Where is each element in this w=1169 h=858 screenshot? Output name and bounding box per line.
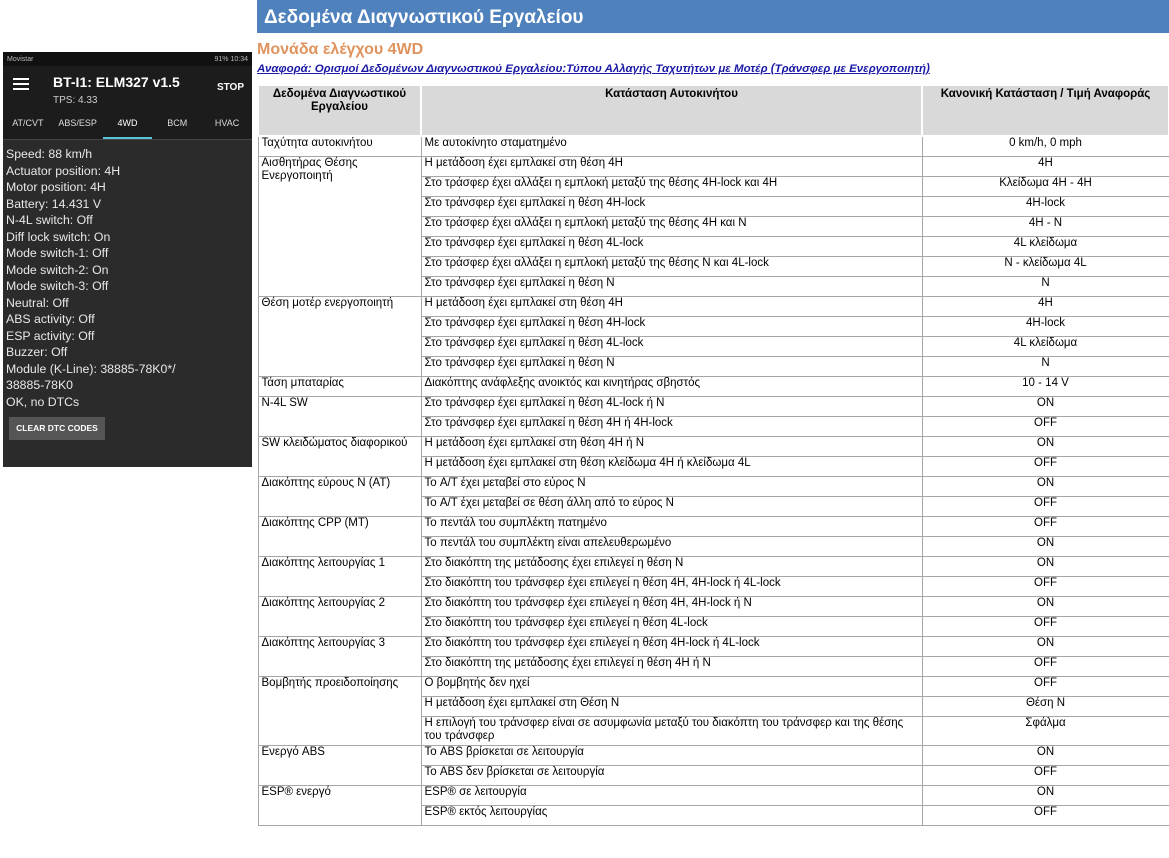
- parameter-name-cell: SW κλειδώματος διαφορικού: [258, 436, 421, 476]
- condition-cell: Στο τράνσφερ έχει εμπλακεί η θέση N: [421, 356, 922, 376]
- reading-item: Speed: 88 km/h: [6, 147, 93, 161]
- condition-cell: Στο τράσφερ έχει αλλάξει η εμπλοκή μεταξύ της θέσης 4H-lock και 4H: [421, 176, 922, 196]
- table-row: [258, 296, 1169, 316]
- condition-cell: Στο τράνσφερ έχει εμπλακεί η θέση 4H ή 4H-lock: [421, 416, 922, 436]
- condition-cell: Το ABS δεν βρίσκεται σε λειτουργία: [421, 765, 922, 785]
- condition-cell: Διακόπτης ανάφλεξης ανοικτός και κινητήρας σβηστός: [421, 376, 922, 396]
- table-row: [258, 516, 1169, 536]
- parameter-name-cell: N-4L SW: [258, 396, 421, 436]
- reference-value-cell: 4H-lock: [922, 196, 1169, 216]
- table-row: [258, 396, 1169, 416]
- parameter-name-cell: ESP® ενεργό: [258, 785, 421, 825]
- app-title: BT-I1: ELM327 v1.5: [53, 74, 180, 90]
- reference-value-cell: 10 - 14 V: [922, 376, 1169, 396]
- condition-cell: Η επιλογή του τράνσφερ είναι σε ασυμφωνία μεταξύ του διακόπτη του τράνσφερ και της θέσης του τράνσφερ: [421, 716, 922, 745]
- condition-cell: Στο διακόπτη του τράνσφερ έχει επιλεγεί η θέση 4H-lock ή 4L-lock: [421, 636, 922, 656]
- tab-bcm[interactable]: BCM: [167, 118, 188, 128]
- reference-value-cell: N: [922, 356, 1169, 376]
- phone-screenshot: [3, 52, 252, 467]
- reference-value-cell: OFF: [922, 765, 1169, 785]
- parameter-name-cell: Βομβητής προειδοποίησης: [258, 676, 421, 745]
- reference-value-cell: Κλείδωμα 4H - 4H: [922, 176, 1169, 196]
- table-row: [258, 676, 1169, 696]
- reference-value-cell: ON: [922, 556, 1169, 576]
- table-row: [258, 476, 1169, 496]
- parameter-name-cell: Ενεργό ABS: [258, 745, 421, 785]
- condition-cell: Η μετάδοση έχει εμπλακεί στη θέση 4H: [421, 156, 922, 176]
- condition-cell: Στο τράνσφερ έχει εμπλακεί η θέση 4L-lock ή N: [421, 396, 922, 416]
- reading-item: Actuator position: 4H: [6, 163, 121, 178]
- reference-value-cell: OFF: [922, 496, 1169, 516]
- condition-cell: Το πεντάλ του συμπλέκτη είναι απελευθερωμένο: [421, 536, 922, 556]
- reference-value-cell: N: [922, 276, 1169, 296]
- reference-value-cell: 4H: [922, 296, 1169, 316]
- reading-item: ABS activity: Off: [6, 312, 95, 326]
- reference-value-cell: ON: [922, 396, 1169, 416]
- reference-value-cell: OFF: [922, 616, 1169, 636]
- condition-cell: Το ABS βρίσκεται σε λειτουργία: [421, 745, 922, 765]
- reference-value-cell: 4H - N: [922, 216, 1169, 236]
- battery-clock-label: 91% 10:34: [214, 55, 248, 63]
- condition-cell: Στο τράσφερ έχει αλλάξει η εμπλοκή μεταξύ της θέσης N και 4L-lock: [421, 256, 922, 276]
- reference-value-cell: OFF: [922, 416, 1169, 436]
- condition-cell: ESP® εκτός λειτουργίας: [421, 805, 922, 825]
- condition-cell: Το A/T έχει μεταβεί σε θέση άλλη από το εύρος N: [421, 496, 922, 516]
- reading-item: OK, no DTCs: [6, 394, 80, 409]
- reading-item: N-4L switch: Off: [6, 213, 93, 227]
- condition-cell: Στο τράνσφερ έχει εμπλακεί η θέση N: [421, 276, 922, 296]
- reference-value-cell: OFF: [922, 576, 1169, 596]
- reading-item: Diff lock switch: On: [6, 229, 111, 244]
- condition-cell: Στο διακόπτη του τράνσφερ έχει επιλεγεί η θέση 4L-lock: [421, 616, 922, 636]
- reading-item: 38885-78K0: [6, 378, 74, 392]
- table-row: [258, 785, 1169, 805]
- parameter-name-cell: Θέση μοτέρ ενεργοποιητή: [258, 296, 421, 376]
- condition-cell: Το πεντάλ του συμπλέκτη πατημένο: [421, 516, 922, 536]
- reference-value-cell: ON: [922, 785, 1169, 805]
- status-bar: [3, 52, 252, 66]
- reference-value-cell: ON: [922, 745, 1169, 765]
- page-subtitle: Μονάδα ελέγχου 4WD: [257, 41, 424, 58]
- table-row: [258, 376, 1169, 396]
- parameter-name-cell: Αισθητήρας Θέσης Ενεργοποιητή: [258, 156, 421, 296]
- reference-value-cell: 4L κλείδωμα: [922, 236, 1169, 256]
- reading-item: Battery: 14.431 V: [6, 196, 102, 211]
- reading-item: Mode switch-1: Off: [6, 246, 109, 260]
- diagnostic-table: [257, 84, 1169, 826]
- table-row: [258, 636, 1169, 656]
- parameter-name-cell: Διακόπτης εύρους N (AT): [258, 476, 421, 516]
- menu-icon[interactable]: [13, 78, 29, 91]
- reference-value-cell: Σφάλμα: [922, 716, 1169, 745]
- reading-item: Module (K-Line): 38885-78K0*/: [6, 361, 176, 376]
- condition-cell: Η μετάδοση έχει εμπλακεί στη Θέση N: [421, 696, 922, 716]
- condition-cell: Η μετάδοση έχει εμπλακεί στη θέση 4H ή N: [421, 436, 922, 456]
- reading-item: Motor position: 4H: [6, 180, 106, 194]
- table-row: [258, 436, 1169, 456]
- tab-bar: [3, 109, 252, 140]
- reference-value-cell: N - κλείδωμα 4L: [922, 256, 1169, 276]
- reference-value-cell: OFF: [922, 805, 1169, 825]
- table-row: [258, 156, 1169, 176]
- condition-cell: Στο διακόπτη της μετάδοσης έχει επιλεγεί η θέση N: [421, 556, 922, 576]
- condition-cell: Στο διακόπτη του τράνσφερ έχει επιλεγεί η θέση 4H, 4H-lock ή 4L-lock: [421, 576, 922, 596]
- reference-value-cell: ON: [922, 476, 1169, 496]
- reference-value-cell: 4H: [922, 156, 1169, 176]
- app-bar: [3, 66, 252, 109]
- condition-cell: Το A/T έχει μεταβεί στο εύρος N: [421, 476, 922, 496]
- condition-cell: ESP® σε λειτουργία: [421, 785, 922, 805]
- condition-cell: Στο διακόπτη της μετάδοσης έχει επιλεγεί η θέση 4H ή N: [421, 656, 922, 676]
- document: [257, 0, 1169, 858]
- tab-abs-esp[interactable]: ABS/ESP: [58, 118, 97, 128]
- tab-4wd[interactable]: 4WD: [103, 109, 153, 139]
- parameter-name-cell: Διακόπτης λειτουργίας 3: [258, 636, 421, 676]
- carrier-label: Movistar: [7, 55, 34, 63]
- condition-cell: Στο τράνσφερ έχει εμπλακεί η θέση 4H-lock: [421, 196, 922, 216]
- reference-value-cell: ON: [922, 536, 1169, 556]
- reference-value-cell: OFF: [922, 516, 1169, 536]
- condition-cell: Με αυτοκίνητο σταματημένο: [421, 136, 922, 156]
- reference-value-cell: ON: [922, 636, 1169, 656]
- tab-hvac[interactable]: HVAC: [214, 118, 240, 128]
- table-row: [258, 596, 1169, 616]
- reference-link[interactable]: Αναφορά: Ορισμοί Δεδομένων Διαγνωστικού Εργαλείου:Τύπου Αλλαγής Ταχυτήτων με Μοτέρ (Τράνσφερ με Ενεργοποιητή): [257, 63, 930, 75]
- parameter-name-cell: Διακόπτης λειτουργίας 1: [258, 556, 421, 596]
- reference-value-cell: ON: [922, 596, 1169, 616]
- parameter-name-cell: Ταχύτητα αυτοκινήτου: [258, 136, 421, 156]
- condition-cell: Στο τράνσφερ έχει εμπλακεί η θέση 4L-lock: [421, 336, 922, 356]
- parameter-name-cell: Διακόπτης λειτουργίας 2: [258, 596, 421, 636]
- reference-value-cell: 4H-lock: [922, 316, 1169, 336]
- clear-dtc-button[interactable]: CLEAR DTC CODES: [9, 417, 105, 440]
- column-header: Κανονική Κατάσταση / Τιμή Αναφοράς: [922, 85, 1169, 136]
- parameter-name-cell: Διακόπτης CPP (MT): [258, 516, 421, 556]
- tab-at-cvt[interactable]: AT/CVT: [12, 118, 44, 128]
- reference-value-cell: OFF: [922, 456, 1169, 476]
- reference-value-cell: OFF: [922, 676, 1169, 696]
- readings-list: [3, 140, 252, 410]
- table-row: [258, 556, 1169, 576]
- reading-item: Mode switch-2: On: [6, 262, 109, 277]
- reference-value-cell: Θέση N: [922, 696, 1169, 716]
- reading-item: Buzzer: Off: [6, 345, 68, 359]
- reading-item: Neutral: Off: [6, 295, 69, 310]
- condition-cell: Ο βομβητής δεν ηχεί: [421, 676, 922, 696]
- reading-item: ESP activity: Off: [6, 328, 95, 343]
- condition-cell: Στο τράνσφερ έχει εμπλακεί η θέση 4L-lock: [421, 236, 922, 256]
- stop-button[interactable]: STOP: [216, 82, 244, 93]
- condition-cell: Η μετάδοση έχει εμπλακεί στη θέση 4H: [421, 296, 922, 316]
- condition-cell: Η μετάδοση έχει εμπλακεί στη θέση κλείδωμα 4H ή κλείδωμα 4L: [421, 456, 922, 476]
- parameter-name-cell: Τάση μπαταρίας: [258, 376, 421, 396]
- table-row: [258, 136, 1169, 156]
- column-header: Κατάσταση Αυτοκινήτου: [421, 85, 922, 136]
- reference-value-cell: ON: [922, 436, 1169, 456]
- reference-value-cell: OFF: [922, 656, 1169, 676]
- table-row: [258, 745, 1169, 765]
- column-header: Δεδομένα Διαγνωστικού Εργαλείου: [258, 85, 421, 136]
- condition-cell: Στο τράνσφερ έχει εμπλακεί η θέση 4H-lock: [421, 316, 922, 336]
- page-title: Δεδομένα Διαγνωστικού Εργαλείου: [257, 0, 1169, 33]
- reference-value-cell: 4L κλείδωμα: [922, 336, 1169, 356]
- tps-label: TPS: 4.33: [53, 95, 98, 106]
- table-header-row: [258, 85, 1169, 136]
- reading-item: Mode switch-3: Off: [6, 279, 109, 293]
- condition-cell: Στο τράσφερ έχει αλλάξει η εμπλοκή μεταξύ της θέσης 4H και N: [421, 216, 922, 236]
- condition-cell: Στο διακόπτη του τράνσφερ έχει επιλεγεί η θέση 4H, 4H-lock ή N: [421, 596, 922, 616]
- reference-value-cell: 0 km/h, 0 mph: [922, 136, 1169, 156]
